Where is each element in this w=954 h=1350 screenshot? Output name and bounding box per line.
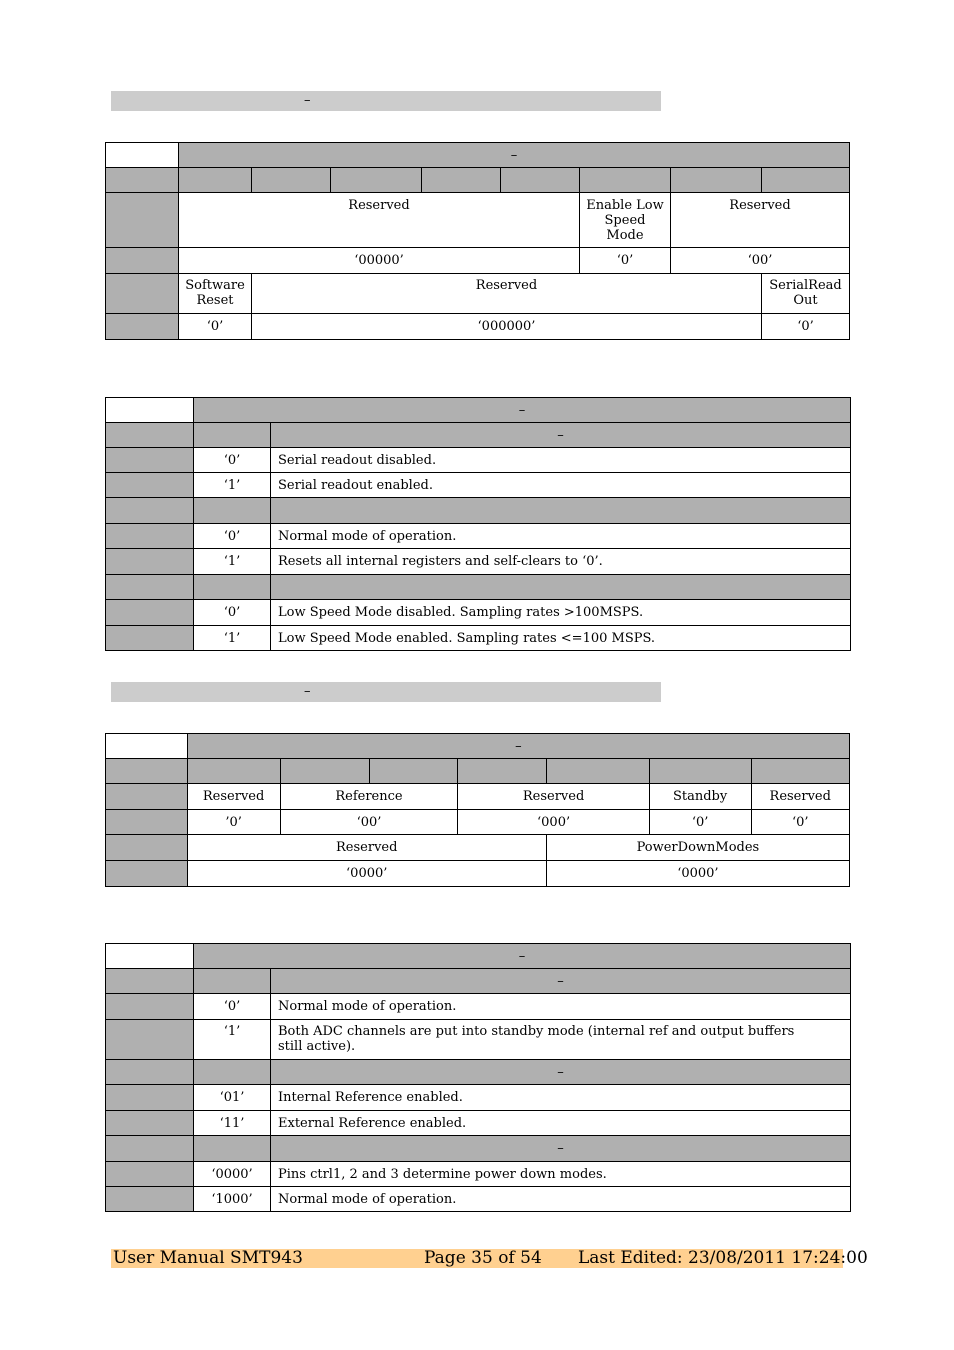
table-title: –: [187, 734, 849, 759]
group-header: –: [271, 1136, 851, 1162]
description-cell: Internal Reference enabled.: [271, 1085, 851, 1111]
value-cell: ‘1’: [194, 473, 271, 498]
description-cell: Pins ctrl1, 2 and 3 determine power down modes.: [271, 1162, 851, 1187]
field-reserved: Reserved: [671, 193, 850, 248]
description-cell: Serial readout enabled.: [271, 473, 851, 498]
description-cell: Resets all internal registers and self-clears to ‘0’.: [271, 549, 851, 575]
description-cell: Normal mode of operation.: [271, 524, 851, 549]
field-serial-readout: SerialRead Out: [762, 274, 850, 314]
default-value: ‘00’: [280, 810, 458, 835]
default-value: ‘000’: [458, 810, 649, 835]
field-description-table-2: [105, 943, 851, 1212]
section-heading-bar: [111, 91, 661, 111]
default-value: ‘00000’: [179, 248, 580, 274]
table-corner-cell: [106, 143, 179, 168]
field-reserved: Reserved: [458, 784, 649, 810]
description-cell: Serial readout disabled.: [271, 448, 851, 473]
default-value: ‘0’: [179, 314, 252, 340]
default-value: ‘0’: [762, 314, 850, 340]
value-cell: ‘1’: [194, 549, 271, 575]
register-map-table-2: [105, 733, 850, 887]
description-cell: Normal mode of operation.: [271, 994, 851, 1020]
default-value: ‘0’: [751, 810, 850, 835]
field-standby: Standby: [649, 784, 751, 810]
field-reserved: Reserved: [187, 784, 280, 810]
default-value: ’0’: [187, 810, 280, 835]
value-cell: ‘0000’: [194, 1162, 271, 1187]
footer-page-number: Page 35 of 54: [424, 1248, 542, 1268]
field-software-reset: Software Reset: [179, 274, 252, 314]
default-value: ‘000000’: [252, 314, 762, 340]
value-cell: ‘0’: [194, 994, 271, 1020]
description-cell: Both ADC channels are put into standby mode (internal ref and output buffers still active).: [271, 1020, 851, 1060]
value-cell: ‘0’: [194, 600, 271, 626]
page-footer: [111, 1248, 868, 1268]
value-cell: ‘11’: [194, 1111, 271, 1136]
default-value: ‘0’: [580, 248, 671, 274]
value-cell: ‘1’: [194, 626, 271, 651]
section-heading-dash: –: [304, 684, 311, 699]
description-cell: Low Speed Mode disabled. Sampling rates >100MSPS.: [271, 600, 851, 626]
field-power-down-modes: PowerDownModes: [546, 835, 849, 861]
default-value: ‘0000’: [546, 861, 849, 887]
table-title: –: [194, 398, 851, 423]
value-cell: ‘1000’: [194, 1187, 271, 1212]
description-cell: Normal mode of operation.: [271, 1187, 851, 1212]
field-description-table-1: [105, 397, 851, 651]
value-cell: ‘0’: [194, 448, 271, 473]
group-header: –: [271, 969, 851, 994]
default-value: ‘0000’: [187, 861, 546, 887]
field-reserved: Reserved: [751, 784, 850, 810]
description-cell: Low Speed Mode enabled. Sampling rates <=100 MSPS.: [271, 626, 851, 651]
field-enable-low-speed-mode: Enable Low Speed Mode: [580, 193, 671, 248]
description-cell: External Reference enabled.: [271, 1111, 851, 1136]
value-cell: ‘0’: [194, 524, 271, 549]
default-value: ‘0’: [649, 810, 751, 835]
value-cell: ‘1’: [194, 1020, 271, 1060]
footer-manual-title: User Manual SMT943: [113, 1248, 303, 1268]
field-reserved: Reserved: [187, 835, 546, 861]
field-reference: Reference: [280, 784, 458, 810]
value-cell: ‘01’: [194, 1085, 271, 1111]
field-reserved: Reserved: [252, 274, 762, 314]
table-title: –: [179, 143, 850, 168]
section-heading-bar: [111, 682, 661, 702]
section-heading-dash: –: [304, 93, 311, 108]
group-header: –: [271, 423, 851, 448]
footer-last-edited: Last Edited: 23/08/2011 17:24:00: [578, 1248, 868, 1268]
table-title: –: [194, 944, 851, 969]
field-reserved: Reserved: [179, 193, 580, 248]
default-value: ‘00’: [671, 248, 850, 274]
register-map-table-1: [105, 142, 850, 340]
group-header: –: [271, 1060, 851, 1085]
